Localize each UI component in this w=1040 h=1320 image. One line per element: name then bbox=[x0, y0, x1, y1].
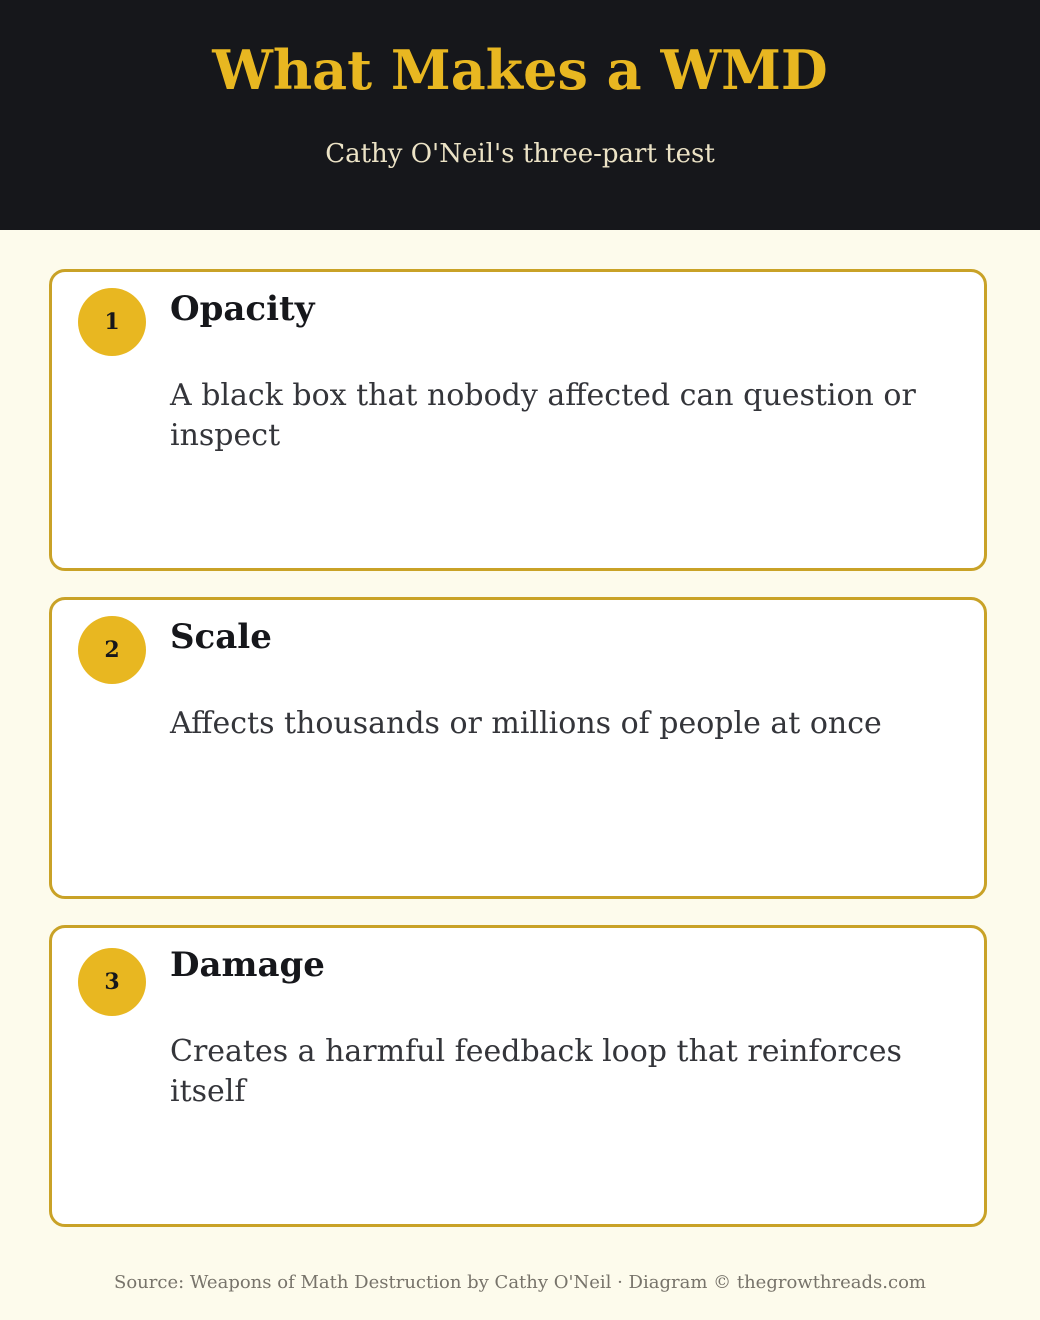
criterion-title: Opacity bbox=[170, 289, 315, 329]
number-badge: 2 bbox=[78, 616, 146, 684]
page-subtitle: Cathy O'Neil's three-part test bbox=[325, 139, 715, 169]
criterion-card-opacity bbox=[49, 269, 987, 571]
criterion-title: Scale bbox=[170, 617, 272, 657]
criterion-description: Creates a harmful feedback loop that reinforces itself bbox=[170, 1034, 902, 1109]
header-banner bbox=[0, 0, 1040, 230]
criterion-card-scale bbox=[49, 597, 987, 899]
page-title: What Makes a WMD bbox=[212, 38, 828, 102]
criterion-description: A black box that nobody affected can question or inspect bbox=[170, 378, 916, 453]
source-footer: Source: Weapons of Math Destruction by Cathy O'Neil · Diagram © thegrowthreads.com bbox=[114, 1272, 926, 1293]
number-badge: 3 bbox=[78, 948, 146, 1016]
criterion-description: Affects thousands or millions of people at once bbox=[170, 706, 882, 741]
criterion-card-damage bbox=[49, 925, 987, 1227]
number-badge: 1 bbox=[78, 288, 146, 356]
criterion-title: Damage bbox=[170, 945, 325, 985]
